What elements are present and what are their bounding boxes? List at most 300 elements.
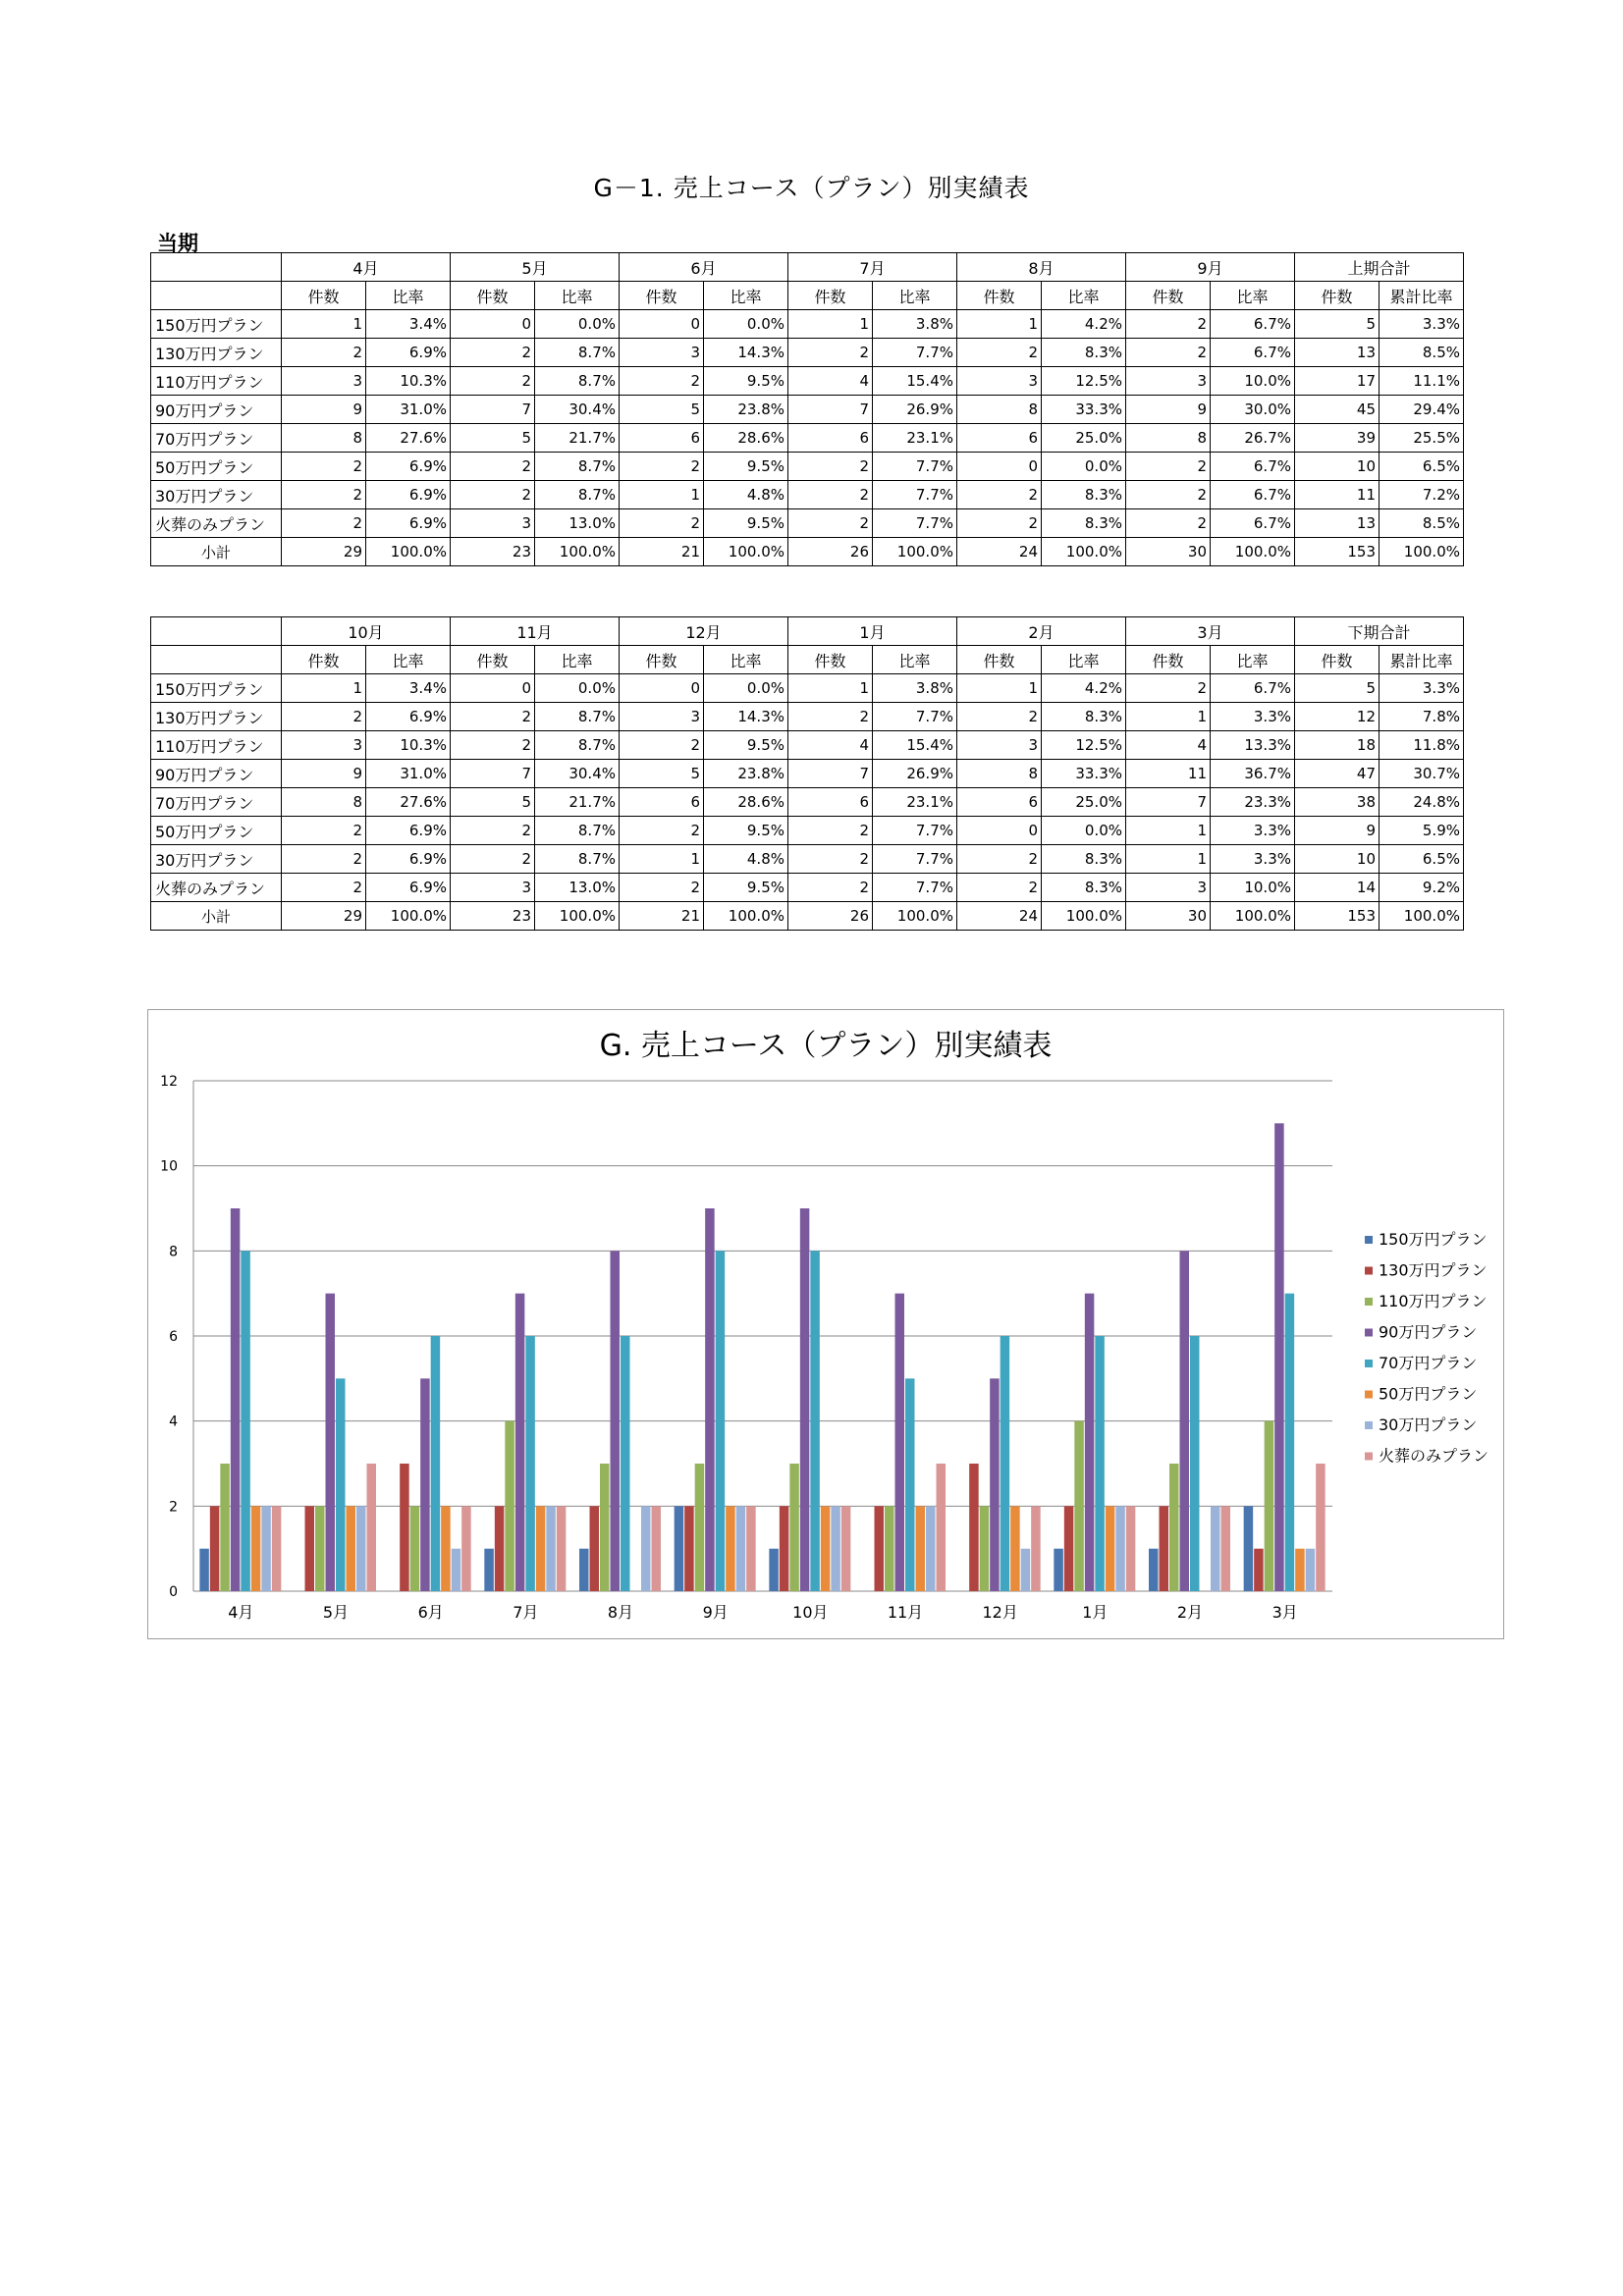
count-cell: 2: [451, 817, 535, 845]
bar: [990, 1378, 1000, 1591]
bar: [1115, 1506, 1125, 1591]
y-tick-label: 0: [169, 1584, 178, 1600]
count-cell: 2: [282, 817, 366, 845]
ratio-cell: 26.9%: [873, 396, 957, 424]
count-cell: 3: [1126, 874, 1211, 902]
count-cell: 4: [1126, 731, 1211, 760]
count-cell: 8: [282, 788, 366, 817]
x-tick-label: 6月: [417, 1603, 444, 1622]
bar: [726, 1506, 735, 1591]
count-cell: 9: [282, 396, 366, 424]
subtotal-ratio-cell: 100.0%: [1380, 902, 1464, 931]
bar: [746, 1506, 756, 1591]
count-cell: 2: [1126, 509, 1211, 538]
y-tick-label: 4: [169, 1414, 178, 1430]
count-cell: 1: [957, 310, 1042, 339]
bar: [885, 1506, 894, 1591]
count-cell: 6: [788, 788, 873, 817]
subtotal-count-cell: 30: [1126, 538, 1211, 566]
plan-name: 110万円プラン: [151, 367, 282, 396]
legend-swatch: [1365, 1236, 1373, 1244]
bar: [1085, 1294, 1095, 1591]
ratio-cell: 7.7%: [873, 817, 957, 845]
count-cell: 2: [620, 817, 704, 845]
bar: [810, 1251, 820, 1591]
ratio-cell: 3.4%: [366, 674, 451, 703]
table-row: [151, 788, 1464, 817]
subtotal-count-cell: 21: [620, 902, 704, 931]
bar: [1064, 1506, 1074, 1591]
count-cell: 4: [788, 367, 873, 396]
count-cell: 1: [282, 674, 366, 703]
count-cell: 39: [1295, 424, 1380, 453]
x-tick-label: 5月: [322, 1603, 350, 1622]
table-row: [151, 760, 1464, 788]
subtotal-count-cell: 30: [1126, 902, 1211, 931]
ratio-cell: 12.5%: [1042, 367, 1126, 396]
ratio-cell: 8.7%: [535, 367, 620, 396]
bar-chart-svg: [148, 1010, 1503, 1638]
month-header-row: [151, 253, 1464, 282]
bar: [621, 1336, 630, 1591]
count-cell: 45: [1295, 396, 1380, 424]
bar: [536, 1506, 546, 1591]
count-header: 件数: [451, 646, 535, 674]
bar: [1295, 1549, 1305, 1591]
count-cell: 2: [451, 339, 535, 367]
count-cell: 9: [1295, 817, 1380, 845]
ratio-cell: 7.7%: [873, 845, 957, 874]
bar: [716, 1251, 726, 1591]
count-cell: 1: [957, 674, 1042, 703]
bar: [800, 1208, 810, 1591]
bar: [210, 1506, 220, 1591]
table-row: [151, 731, 1464, 760]
count-cell: 9: [282, 760, 366, 788]
bar: [652, 1506, 662, 1591]
count-cell: 5: [1295, 310, 1380, 339]
count-cell: 2: [451, 845, 535, 874]
plan-name: 70万円プラン: [151, 424, 282, 453]
bar: [484, 1549, 494, 1591]
ratio-cell: 14.3%: [704, 703, 788, 731]
table-row: [151, 339, 1464, 367]
ratio-cell: 6.9%: [366, 703, 451, 731]
ratio-cell: 6.9%: [366, 845, 451, 874]
bar: [557, 1506, 567, 1591]
ratio-cell: 12.5%: [1042, 731, 1126, 760]
bar: [769, 1549, 779, 1591]
ratio-header: 比率: [535, 282, 620, 310]
ratio-cell: 8.7%: [535, 845, 620, 874]
bar: [515, 1294, 525, 1591]
bar: [600, 1464, 610, 1591]
bar: [495, 1506, 505, 1591]
count-header: 件数: [788, 282, 873, 310]
cumulative-ratio-header: 累計比率: [1380, 282, 1464, 310]
count-header: 件数: [1126, 646, 1211, 674]
subtotal-count-cell: 153: [1295, 538, 1380, 566]
bar: [220, 1464, 230, 1591]
ratio-cell: 30.4%: [535, 396, 620, 424]
ratio-cell: 4.2%: [1042, 674, 1126, 703]
bar: [1306, 1549, 1316, 1591]
subtotal-ratio-cell: 100.0%: [704, 538, 788, 566]
corner-cell: [151, 617, 282, 646]
ratio-header: 比率: [366, 282, 451, 310]
ratio-header: 比率: [1211, 646, 1295, 674]
count-cell: 7: [788, 396, 873, 424]
bar: [315, 1506, 325, 1591]
bar: [326, 1294, 336, 1591]
ratio-cell: 3.3%: [1211, 817, 1295, 845]
count-header: 件数: [282, 282, 366, 310]
ratio-cell: 0.0%: [1042, 453, 1126, 481]
count-header: 件数: [1295, 646, 1380, 674]
x-tick-label: 10月: [792, 1603, 829, 1622]
y-tick-label: 8: [169, 1244, 178, 1260]
ratio-cell: 7.7%: [873, 339, 957, 367]
ratio-cell: 25.5%: [1380, 424, 1464, 453]
ratio-cell: 6.7%: [1211, 339, 1295, 367]
plan-name: 50万円プラン: [151, 817, 282, 845]
legend-label: 150万円プラン: [1379, 1230, 1488, 1249]
ratio-cell: 3.4%: [366, 310, 451, 339]
y-tick-label: 10: [160, 1158, 178, 1175]
bar: [1244, 1506, 1254, 1591]
month-header: 1月: [788, 617, 957, 646]
bar: [400, 1464, 409, 1591]
ratio-cell: 6.9%: [366, 817, 451, 845]
bar: [675, 1506, 684, 1591]
subtotal-ratio-cell: 100.0%: [535, 902, 620, 931]
subtotal-count-cell: 21: [620, 538, 704, 566]
table-row: [151, 367, 1464, 396]
bar: [1169, 1464, 1179, 1591]
ratio-cell: 13.3%: [1211, 731, 1295, 760]
bar: [1265, 1421, 1274, 1591]
count-cell: 3: [957, 731, 1042, 760]
ratio-cell: 9.5%: [704, 817, 788, 845]
bar: [1285, 1294, 1295, 1591]
ratio-cell: 24.8%: [1380, 788, 1464, 817]
ratio-cell: 23.8%: [704, 760, 788, 788]
ratio-cell: 6.9%: [366, 453, 451, 481]
bar: [199, 1549, 209, 1591]
count-cell: 2: [282, 339, 366, 367]
plan-name: 50万円プラン: [151, 453, 282, 481]
bar: [1126, 1506, 1136, 1591]
count-cell: 3: [282, 367, 366, 396]
ratio-cell: 26.7%: [1211, 424, 1295, 453]
bar: [1211, 1506, 1220, 1591]
period-total-header: 下期合計: [1295, 617, 1464, 646]
ratio-cell: 0.0%: [535, 674, 620, 703]
plan-name: 150万円プラン: [151, 674, 282, 703]
subtotal-ratio-cell: 100.0%: [1042, 538, 1126, 566]
subtotal-count-cell: 29: [282, 902, 366, 931]
count-cell: 38: [1295, 788, 1380, 817]
count-cell: 0: [451, 674, 535, 703]
ratio-cell: 8.3%: [1042, 874, 1126, 902]
count-header: 件数: [451, 282, 535, 310]
legend-label: 110万円プラン: [1379, 1292, 1488, 1310]
count-cell: 1: [1126, 703, 1211, 731]
bar: [1031, 1506, 1041, 1591]
ratio-cell: 8.3%: [1042, 845, 1126, 874]
month-header: 11月: [451, 617, 620, 646]
count-header: 件数: [282, 646, 366, 674]
ratio-cell: 8.7%: [535, 339, 620, 367]
subtotal-ratio-cell: 100.0%: [1211, 902, 1295, 931]
cumulative-ratio-header: 累計比率: [1380, 646, 1464, 674]
x-tick-label: 4月: [228, 1603, 254, 1622]
subtotal-count-cell: 153: [1295, 902, 1380, 931]
ratio-cell: 36.7%: [1211, 760, 1295, 788]
bar: [1095, 1336, 1105, 1591]
ratio-cell: 4.8%: [704, 845, 788, 874]
ratio-cell: 8.3%: [1042, 509, 1126, 538]
ratio-cell: 8.3%: [1042, 481, 1126, 509]
bar: [1010, 1506, 1020, 1591]
bar: [525, 1336, 535, 1591]
document-title: G－1. 売上コース（プラン）別実績表: [593, 174, 1030, 202]
x-tick-label: 7月: [513, 1603, 539, 1622]
count-cell: 1: [620, 845, 704, 874]
ratio-cell: 7.7%: [873, 481, 957, 509]
plan-name: 110万円プラン: [151, 731, 282, 760]
ratio-cell: 8.7%: [535, 817, 620, 845]
table-row: [151, 424, 1464, 453]
bar: [590, 1506, 600, 1591]
ratio-cell: 23.3%: [1211, 788, 1295, 817]
bar: [916, 1506, 926, 1591]
bar: [1149, 1549, 1159, 1591]
ratio-cell: 7.7%: [873, 874, 957, 902]
ratio-cell: 0.0%: [704, 674, 788, 703]
month-header: 9月: [1126, 253, 1295, 282]
bar: [875, 1506, 885, 1591]
count-cell: 8: [957, 760, 1042, 788]
month-header-row: [151, 617, 1464, 646]
count-cell: 2: [282, 703, 366, 731]
table-row: [151, 509, 1464, 538]
bar: [969, 1464, 979, 1591]
count-cell: 1: [788, 674, 873, 703]
ratio-cell: 13.0%: [535, 509, 620, 538]
count-header: 件数: [957, 282, 1042, 310]
legend-label: 90万円プラン: [1379, 1322, 1478, 1342]
plan-name: 90万円プラン: [151, 760, 282, 788]
bar: [546, 1506, 556, 1591]
legend-label: 130万円プラン: [1379, 1260, 1488, 1280]
ratio-cell: 8.7%: [535, 731, 620, 760]
count-cell: 2: [957, 845, 1042, 874]
ratio-cell: 11.8%: [1380, 731, 1464, 760]
ratio-cell: 7.2%: [1380, 481, 1464, 509]
count-cell: 2: [957, 874, 1042, 902]
bar: [452, 1549, 461, 1591]
subtotal-ratio-cell: 100.0%: [704, 902, 788, 931]
ratio-cell: 10.3%: [366, 731, 451, 760]
ratio-cell: 14.3%: [704, 339, 788, 367]
ratio-cell: 15.4%: [873, 731, 957, 760]
count-cell: 2: [282, 481, 366, 509]
bar: [261, 1506, 271, 1591]
ratio-cell: 27.6%: [366, 788, 451, 817]
count-cell: 8: [282, 424, 366, 453]
count-cell: 2: [957, 703, 1042, 731]
count-cell: 0: [620, 674, 704, 703]
plan-name: 130万円プラン: [151, 703, 282, 731]
subtotal-label: 小計: [151, 538, 282, 566]
ratio-header: 比率: [873, 282, 957, 310]
ratio-header: 比率: [1211, 282, 1295, 310]
count-cell: 14: [1295, 874, 1380, 902]
x-tick-label: 9月: [702, 1603, 729, 1622]
count-cell: 2: [788, 509, 873, 538]
ratio-cell: 31.0%: [366, 396, 451, 424]
ratio-cell: 3.8%: [873, 674, 957, 703]
count-cell: 10: [1295, 453, 1380, 481]
bar: [367, 1464, 377, 1591]
ratio-cell: 6.9%: [366, 874, 451, 902]
ratio-cell: 23.1%: [873, 788, 957, 817]
bar: [684, 1506, 694, 1591]
ratio-cell: 3.3%: [1211, 703, 1295, 731]
period-total-header: 上期合計: [1295, 253, 1464, 282]
count-cell: 6: [957, 424, 1042, 453]
count-header: 件数: [620, 646, 704, 674]
ratio-header: 比率: [366, 646, 451, 674]
bar: [251, 1506, 261, 1591]
chart-title: G. 売上コース（プラン）別実績表: [599, 1029, 1053, 1063]
count-cell: 2: [957, 509, 1042, 538]
month-header: 3月: [1126, 617, 1295, 646]
count-cell: 3: [451, 874, 535, 902]
count-cell: 2: [957, 339, 1042, 367]
ratio-cell: 8.5%: [1380, 509, 1464, 538]
ratio-cell: 3.3%: [1380, 674, 1464, 703]
bar: [441, 1506, 451, 1591]
count-cell: 5: [451, 788, 535, 817]
ratio-cell: 7.7%: [873, 703, 957, 731]
bar: [336, 1378, 346, 1591]
legend-swatch: [1365, 1298, 1373, 1306]
table-row: [151, 396, 1464, 424]
bar: [611, 1251, 621, 1591]
ratio-cell: 8.7%: [535, 703, 620, 731]
count-cell: 7: [451, 760, 535, 788]
count-header: 件数: [620, 282, 704, 310]
ratio-cell: 7.7%: [873, 509, 957, 538]
subtotal-count-cell: 26: [788, 538, 873, 566]
count-cell: 2: [788, 339, 873, 367]
ratio-cell: 11.1%: [1380, 367, 1464, 396]
ratio-cell: 23.1%: [873, 424, 957, 453]
count-cell: 1: [1126, 817, 1211, 845]
count-cell: 8: [957, 396, 1042, 424]
plan-name: 70万円プラン: [151, 788, 282, 817]
subtotal-count-cell: 29: [282, 538, 366, 566]
ratio-cell: 6.5%: [1380, 453, 1464, 481]
count-cell: 2: [451, 481, 535, 509]
count-cell: 6: [620, 788, 704, 817]
subtotal-ratio-cell: 100.0%: [535, 538, 620, 566]
bar: [347, 1506, 356, 1591]
ratio-cell: 5.9%: [1380, 817, 1464, 845]
ratio-cell: 21.7%: [535, 424, 620, 453]
x-tick-label: 3月: [1271, 1603, 1298, 1622]
ratio-header: 比率: [535, 646, 620, 674]
bar: [841, 1506, 851, 1591]
count-cell: 47: [1295, 760, 1380, 788]
ratio-cell: 13.0%: [535, 874, 620, 902]
ratio-cell: 27.6%: [366, 424, 451, 453]
count-cell: 2: [1126, 453, 1211, 481]
bar: [505, 1421, 514, 1591]
table-row: [151, 674, 1464, 703]
ratio-cell: 23.8%: [704, 396, 788, 424]
count-cell: 2: [620, 509, 704, 538]
plan-name: 火葬のみプラン: [151, 509, 282, 538]
legend-swatch: [1365, 1329, 1373, 1337]
ratio-cell: 9.5%: [704, 874, 788, 902]
count-header: 件数: [1126, 282, 1211, 310]
ratio-cell: 33.3%: [1042, 396, 1126, 424]
bar: [241, 1251, 250, 1591]
plan-name: 30万円プラン: [151, 845, 282, 874]
bar: [356, 1506, 366, 1591]
count-cell: 6: [620, 424, 704, 453]
ratio-cell: 30.4%: [535, 760, 620, 788]
count-cell: 5: [620, 396, 704, 424]
count-header: 件数: [1295, 282, 1380, 310]
bar: [705, 1208, 715, 1591]
ratio-cell: 28.6%: [704, 424, 788, 453]
count-cell: 13: [1295, 509, 1380, 538]
count-header: 件数: [788, 646, 873, 674]
bar: [980, 1506, 990, 1591]
bar: [272, 1506, 282, 1591]
count-cell: 3: [957, 367, 1042, 396]
bar: [305, 1506, 315, 1591]
legend-label: 30万円プラン: [1379, 1415, 1478, 1434]
bar: [1190, 1336, 1200, 1591]
ratio-cell: 29.4%: [1380, 396, 1464, 424]
y-tick-label: 2: [169, 1499, 178, 1516]
plan-name: 30万円プラン: [151, 481, 282, 509]
bar: [461, 1506, 471, 1591]
ratio-cell: 26.9%: [873, 760, 957, 788]
x-tick-label: 8月: [607, 1603, 634, 1622]
plan-name: 火葬のみプラン: [151, 874, 282, 902]
count-cell: 13: [1295, 339, 1380, 367]
bar: [789, 1464, 799, 1591]
ratio-cell: 31.0%: [366, 760, 451, 788]
bar: [937, 1464, 947, 1591]
count-cell: 2: [788, 481, 873, 509]
count-cell: 9: [1126, 396, 1211, 424]
table-row: [151, 874, 1464, 902]
count-cell: 12: [1295, 703, 1380, 731]
count-cell: 3: [1126, 367, 1211, 396]
bar: [1274, 1123, 1284, 1591]
count-cell: 17: [1295, 367, 1380, 396]
month-header: 12月: [620, 617, 788, 646]
count-cell: 0: [957, 453, 1042, 481]
count-cell: 2: [282, 845, 366, 874]
